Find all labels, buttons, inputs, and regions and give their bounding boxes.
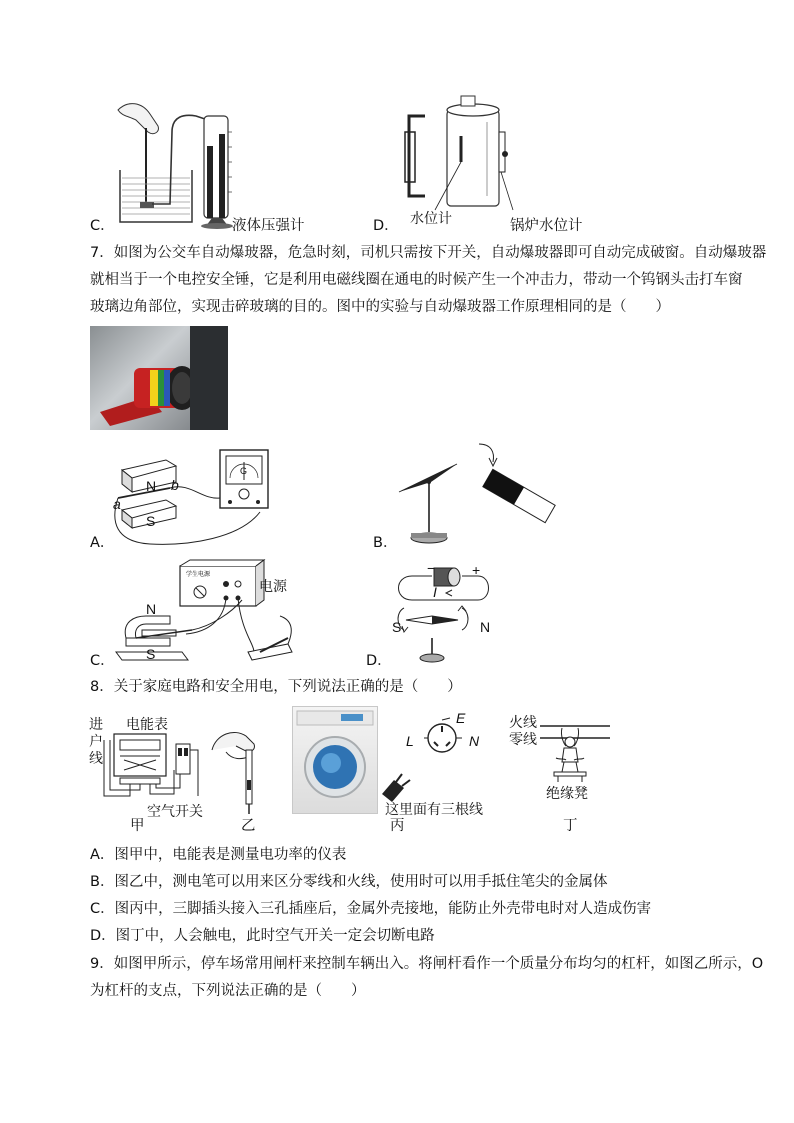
q7a-s-label: S: [146, 513, 156, 529]
q7-option-b-label: B．: [373, 535, 398, 551]
water-gauge-label: 水位计: [410, 211, 452, 227]
q8-bing-e-label: E: [456, 710, 466, 726]
q8-bing-note: 这里面有三根线: [385, 802, 483, 818]
q8-jia-meter-label: 电能表: [126, 717, 168, 733]
q8-ding-fire-label: 火线: [509, 715, 537, 731]
q8-jia-figure: [100, 730, 200, 800]
q8-ding-figure: [540, 714, 610, 784]
q7c-power-label: 电源: [259, 579, 287, 595]
q7-line-2: 就相当于一个电控安全锤，它是利用电磁线圈在通电的时候产生一个冲击力，带动一个钨钢头击打车窗: [90, 272, 743, 288]
q7d-current-label: I: [433, 584, 437, 600]
q7-option-b-figure: [395, 438, 565, 548]
option-d-label: D．: [373, 218, 399, 234]
q7d-n-label: N: [480, 619, 491, 635]
q9-line-2: 为杠杆的支点，下列说法正确的是（ ）: [90, 983, 366, 999]
q7-option-a-label: A．: [90, 535, 115, 551]
q7-line-3: 玻璃边角部位，实现击碎玻璃的目的。图中的实验与自动爆玻器工作原理相同的是（ ）: [90, 299, 670, 315]
q7-option-d-label: D．: [366, 653, 392, 669]
q8-stem: 8．关于家庭电路和安全用电，下列说法正确的是（ ）: [90, 679, 462, 695]
q8-jia-in-line-3: 线: [89, 751, 103, 767]
q8-choice-d: D．图丁中，人会触电，此时空气开关一定会切断电路: [90, 928, 435, 944]
q8-choice-b: B．图乙中，测电笔可以用来区分零线和火线，使用时可以用手抵住笔尖的金属体: [90, 874, 608, 890]
q8-jia-caption: 甲: [130, 818, 145, 834]
q7c-s-label: S: [146, 646, 156, 662]
q7d-s-label: S: [392, 619, 402, 635]
option-c-label: C．: [90, 218, 115, 234]
power-panel-text: 学生电源: [186, 571, 211, 578]
q7-line-1: 7．如图为公交车自动爆玻器，危急时刻，司机只需按下开关，自动爆玻器即可自动完成破窗。自动爆玻器: [90, 245, 767, 261]
q8-choice-a: A．图甲中，电能表是测量电功率的仪表: [90, 847, 347, 863]
boiler-water-gauge-figure: [395, 92, 535, 222]
q8-yi-caption: 乙: [241, 818, 256, 834]
q7-option-a-figure: [110, 442, 280, 548]
q8-bing-l-label: L: [406, 733, 414, 749]
q8-bing-caption: 丙: [390, 818, 405, 834]
q8-choice-c: C．图丙中，三脚插头接入三孔插座后，金属外壳接地，能防止外壳带电时对人造成伤害: [90, 901, 652, 917]
q7-option-c-label: C．: [90, 653, 115, 669]
q7c-n-label: N: [146, 601, 157, 617]
q8-bing-n-label: N: [469, 733, 480, 749]
boiler-water-gauge-caption: 锅炉水位计: [510, 218, 583, 234]
q7d-minus-label: −: [427, 560, 436, 576]
q8-ding-stool-label: 绝缘凳: [546, 786, 588, 802]
q8-ding-zero-label: 零线: [509, 732, 537, 748]
q8-jia-in-line-2: 户: [89, 734, 103, 750]
q8-jia-switch-label: 空气开关: [147, 804, 203, 820]
q9-line-1: 9．如图甲所示，停车场常用闸杆来控制车辆出入。将闸杆看作一个质量分布均匀的杠杆，如图乙所示，O: [90, 956, 764, 972]
liquid-pressure-gauge-figure: [100, 92, 320, 232]
q8-ding-caption: 丁: [563, 818, 578, 834]
q7d-plus-label: +: [472, 562, 481, 578]
q7a-galvanometer-label: G: [240, 466, 248, 476]
q8-yi-figure: [206, 720, 266, 816]
liquid-pressure-gauge-caption: 液体压强计: [232, 218, 305, 234]
q7a-n-label: N: [146, 478, 157, 494]
auto-glass-breaker-photo: [90, 326, 228, 430]
q7-option-d-figure: [392, 560, 502, 664]
washing-machine-image: [292, 706, 378, 814]
q8-jia-in-line-1: 进: [89, 717, 103, 733]
q7a-a-label: a: [113, 496, 121, 512]
q7a-b-label: b: [171, 477, 179, 493]
